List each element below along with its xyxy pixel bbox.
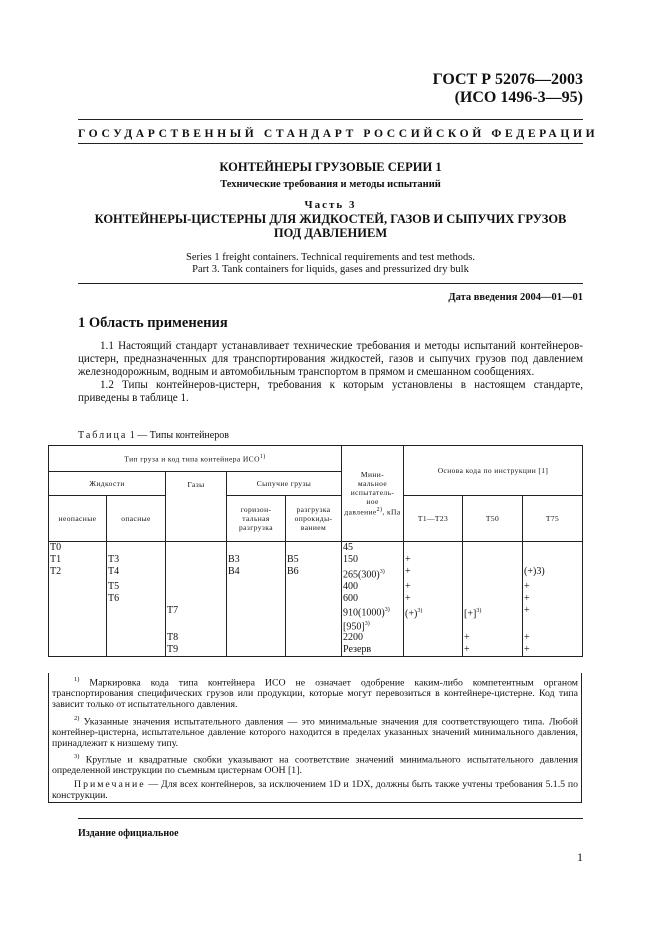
edition-label: Издание официальное (78, 828, 179, 839)
top-rule (78, 119, 583, 120)
table-row: Т6 600 + + (49, 593, 583, 605)
part-label: Часть 3 (304, 199, 357, 211)
part-title-line2: ПОД ДАВЛЕНИЕМ (273, 226, 388, 240)
standard-subtitle: Технические требования и методы испытаний (220, 179, 441, 190)
footnote-3: $^{3)}$ Круглые и квадратные скобки указывают на соответствие значений минимального испытательного давления определенной инструкции по съемным цистернам ООН [1]. (52, 753, 578, 777)
document-designation (433, 71, 583, 107)
title-rule (78, 283, 583, 284)
table-row: Т8 2200 + + (49, 632, 583, 644)
footer-rule (78, 818, 583, 819)
table-row: Т0 45 (49, 542, 583, 555)
table-row: Т9 Резерв + + (49, 644, 583, 657)
section-body (78, 340, 583, 405)
header-t75: Т75 (523, 496, 583, 542)
part-title-line1: КОНТЕЙНЕРЫ-ЦИСТЕРНЫ ДЛЯ ЖИДКОСТЕЙ, ГАЗОВ И СЫПУЧИХ ГРУЗОВ (94, 212, 567, 226)
table-footnotes (48, 673, 582, 803)
header-horizontal-discharge: горизон- тальная разгрузка (227, 496, 286, 542)
header-instruction-basis: Основа кода по инструкции [1] (404, 446, 583, 496)
paragraph-1-2: 1.2 Типы контейнеров-цистерн, требования к которым установлены в настоящем стандарте, приведены в таблице 1. (78, 379, 583, 404)
standard-title: КОНТЕЙНЕРЫ ГРУЗОВЫЕ СЕРИИ 1 (219, 160, 442, 174)
footnote-1: $^{1)}$ Маркировка кода типа контейнера ИСО не означает одобрение каким-либо компетентным органом транспортирования специфических грузов или продукции, которые могут перевозиться в контейнере-цистерне. Код типа зависит только от испытательного давления. (52, 676, 578, 710)
header-gases: Газы (166, 472, 227, 542)
header-cargo-type: Тип груза и код типа контейнера ИСО$^{1)}$ (49, 446, 342, 472)
table-remark: Примечание — Для всех контейнеров, за исключением 1D и 1DX, должны быть также учтены требования 5.1.5 по конструкции. (52, 779, 578, 801)
header-t50: Т50 (463, 496, 523, 542)
table-caption-prefix: Таблица (78, 430, 128, 441)
english-title-line2: Part 3. Tank containers for liquids, gases and pressurized dry bulk (192, 263, 469, 275)
part-title (78, 212, 583, 240)
container-types-table (48, 445, 583, 657)
table-caption (78, 430, 229, 441)
header-min-pressure: Мини- мальное испытатель- ное давление$^{2)}$, кПа (342, 446, 404, 542)
footnote-2: $^{2)}$ Указанные значения испытательного давления — это минимальные значения для соответствующего типа. Любой контейнер-цистерна, испытательное давление которого находится в пределах указанных значений минимального давления, принадлежит к низшему типу. (52, 714, 578, 749)
table-row: Т5 400 + + (49, 581, 583, 593)
banner-rule (78, 143, 583, 144)
page-number: 1 (577, 850, 583, 864)
header-hazardous: опасные (107, 496, 166, 542)
header-dry-bulk: Сыпучие грузы (227, 472, 342, 496)
iso-number: (ИСО 1496-3—95) (454, 89, 583, 106)
section-heading: 1 Область применения (78, 315, 228, 331)
table-caption-text: 1 — Типы контейнеров (127, 430, 229, 441)
gost-number: ГОСТ Р 52076—2003 (432, 71, 583, 88)
introduction-date: Дата введения 2004—01—01 (448, 292, 583, 303)
table-row: Т1 Т3 В3 В5 150 + (49, 554, 583, 566)
header-tipping-discharge: разгрузка опрокиды- ванием (286, 496, 342, 542)
english-title-line1: Series 1 freight containers. Technical requirements and test methods. (186, 252, 475, 263)
table-row: Т2 Т4 В4 В6 $265(300)^{3)}$ + (+)3) (49, 566, 583, 581)
paragraph-1-1: 1.1 Настоящий стандарт устанавливает технические требования и методы испытаний контейнеров-цистерн, предназначенных для транспортирования жидкостей, газов и сыпучих грузов под давлением железнодорожным, водным и автомобильным транспортом в прямом и смешанном сообщениях. (78, 340, 583, 378)
header-t1-t23: Т1—Т23 (404, 496, 463, 542)
table-row: Т7 $910(1000)^{3)}$ $[950]^{3)}$ $(+)^{3)}$ $[+]^{3)}$ + (49, 605, 583, 632)
state-standard-banner: ГОСУДАРСТВЕННЫЙ СТАНДАРТ РОССИЙСКОЙ ФЕДЕРАЦИИ (78, 127, 599, 140)
header-liquids: Жидкости (49, 472, 166, 496)
english-title (78, 252, 583, 275)
header-nonhazardous: неопасные (49, 496, 107, 542)
